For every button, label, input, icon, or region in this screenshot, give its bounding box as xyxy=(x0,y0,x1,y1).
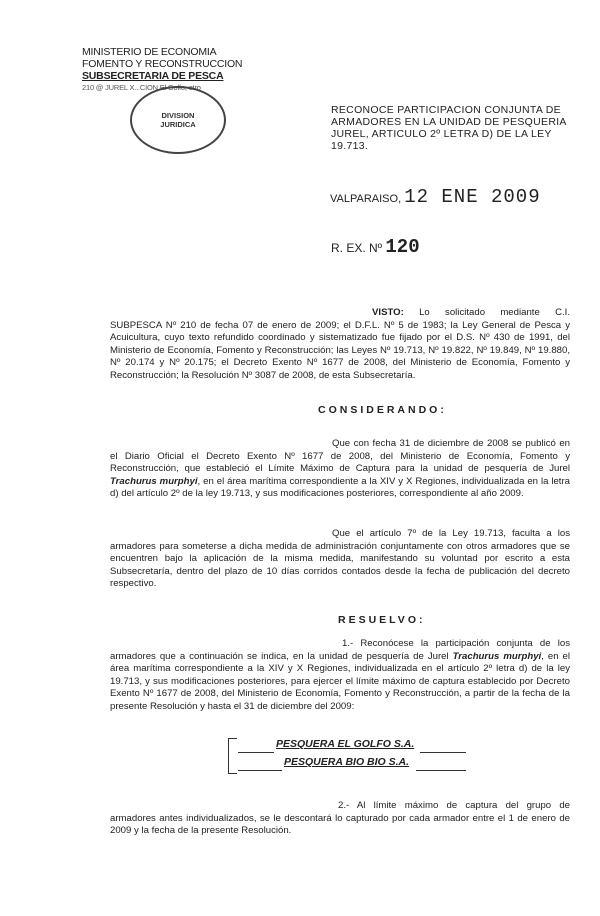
date-stamp: 12 ENE 2009 xyxy=(404,186,541,208)
rule xyxy=(420,752,466,753)
subsecretaria-name: SUBSECRETARIA DE PESCA xyxy=(82,70,224,82)
visto-paragraph xyxy=(110,307,570,383)
company-name: PESQUERA BIO BIO S.A. xyxy=(284,756,410,768)
resolution-number: 120 xyxy=(385,236,420,258)
division-juridica-stamp xyxy=(130,86,226,154)
considerando-heading: CONSIDERANDO: xyxy=(318,404,447,416)
city: VALPARAISO, xyxy=(330,193,402,205)
rule xyxy=(238,752,274,753)
resolution-label: R. EX. Nº xyxy=(331,241,383,255)
rule xyxy=(416,770,466,771)
resuelvo-item1-text: 1.- Reconócese la participación conjunta de los armadores que a continuación se indica, en la unidad de pesquería de Jurel xyxy=(110,638,570,662)
visto-text: Lo solicitado mediante C.I. SUBPESCA Nº 210 de fecha 07 de enero de 2009; el D.F.L. Nº 5 de 1983; la Ley General de Pesca y Acuicultura, cuyo texto refundido coordinado y sistematizado fue fijado por el D.S. Nº 430 de 1991, del Ministerio de Economía, Fomento y Reconstrucción; las Leyes Nº 19.713, Nº 19.822, Nº 19.849, Nº 19.880, Nº 20.174 y Nº 20.175; el Decreto Exento Nº 1677 de 2008, del Ministerio de Economía, Fomento y Reconstrucción; la Resolución Nº 3087 de 2008, de esta Subsecretaría. xyxy=(110,307,570,381)
stamp-line2: JURIDICA xyxy=(160,120,196,129)
ministry-name-line2: FOMENTO Y RECONSTRUCCION xyxy=(82,58,243,70)
considerando-paragraph-2: Que el artículo 7º de la Ley 19.713, faculta a los armadores para someterse a dicha medida de administración conjuntamente con otros armadores que se encuentren bajo la aplicación de la misma medida, manifestando su voluntad por escrito a esta Subsecretaría, dentro del plazo de 10 días corridos contados desde la fecha de publicación del decreto respectivo. xyxy=(110,528,570,590)
considerando-p1-text: Que con fecha 31 de diciembre de 2008 se publicó en el Diario Oficial el Decreto Exento Nº 1677 de 2008, del Ministerio de Economía, Fomento y Reconstrucción, que estableció el Límite Máximo de Captura para la unidad de pesquería de Jurel xyxy=(110,438,570,475)
company-name: PESQUERA EL GOLFO S.A. xyxy=(276,738,415,750)
species-name: Trachurus murphyi xyxy=(110,475,198,487)
considerando-paragraph-1 xyxy=(110,438,570,501)
place-and-date xyxy=(330,186,541,208)
resuelvo-item-2: 2.- Al límite máximo de captura del grupo de armadores antes individualizados, se le descontará lo capturado por cada armador entre el 1 de enero de 2009 y la fecha de la presente Resolución. xyxy=(110,800,570,837)
company-list xyxy=(228,738,470,774)
stamp-line1: DIVISION xyxy=(161,111,195,120)
rule xyxy=(238,770,282,771)
species-name: Trachurus murphyi xyxy=(452,650,542,662)
bracket xyxy=(228,738,237,774)
considerando-p1-text-end: , en el área marítima correspondiente a la XIV y X Regiones, individualizada en la letra d) del artículo 2º de la ley 19.713, y sus modificaciones posteriores, correspondiente al año 2009. xyxy=(110,475,570,500)
internal-reference: 210 @ JUREL X...CION El Golfo, otro xyxy=(82,83,201,92)
resuelvo-item1-text-end: , en el área marítima correspondiente a la XIV y X Regiones, individualizada en el artículo 2º letra d) de la ley 19.713, y sus modificaciones posteriores, para ejercer el límite máximo de captura establecido por Decreto Exento Nº 1677 de 2008, del Ministerio de Economía, Fomento y Reconstrucción, a partir de la fecha de la presente Resolución y hasta el 31 de diciembre del 2009: xyxy=(110,650,570,712)
ministry-name: MINISTERIO DE ECONOMIA xyxy=(82,46,217,58)
visto-label: VISTO: xyxy=(372,307,404,318)
resolution-reference: RECONOCE PARTICIPACION CONJUNTA DE ARMADORES EN LA UNIDAD DE PESQUERIA JUREL, ARTICULO 2º LETRA D) DE LA LEY 19.713. xyxy=(331,104,567,152)
resuelvo-item-1 xyxy=(110,638,570,714)
resuelvo-heading: RESUELVO: xyxy=(338,614,426,626)
resolution-number-row xyxy=(331,236,420,258)
